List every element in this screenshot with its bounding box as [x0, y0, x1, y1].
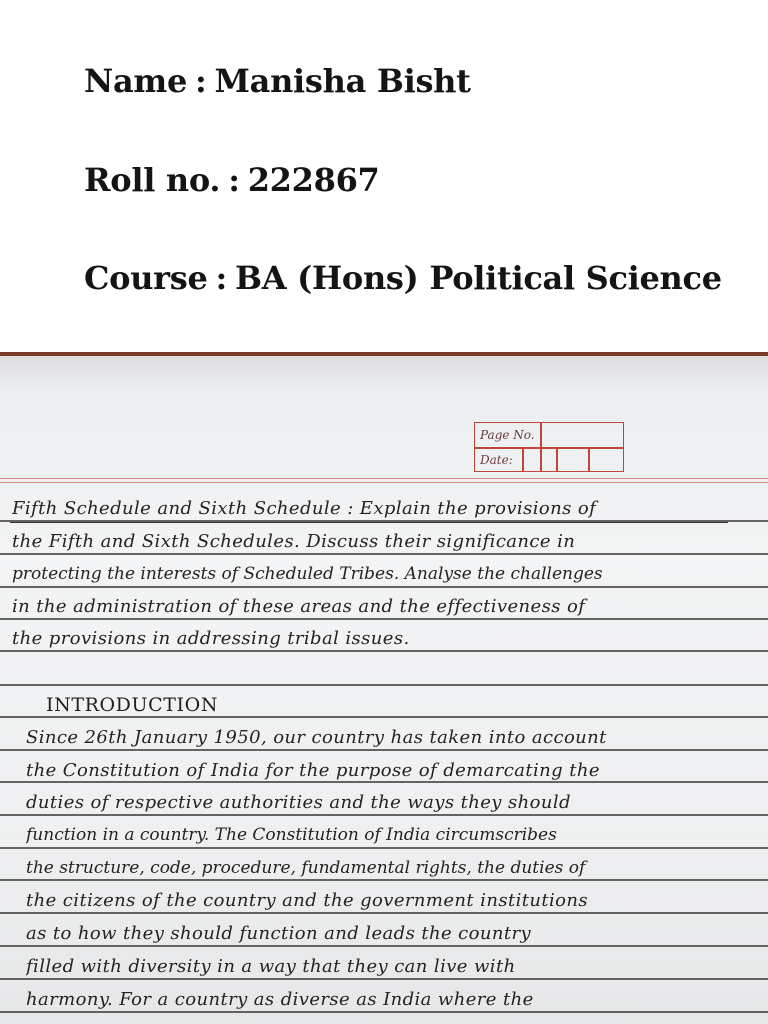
intro-line: duties of respective authorities and the ways they should	[26, 792, 571, 813]
box-divider	[540, 422, 542, 472]
margin-rule	[0, 478, 768, 479]
question-line: protecting the interests of Scheduled Tribes. Analyse the challenges	[12, 564, 603, 584]
notebook-page-photo	[0, 352, 768, 1024]
box-divider	[588, 447, 590, 472]
box-divider	[474, 447, 624, 449]
box-divider	[522, 447, 524, 472]
name-separator: :	[195, 62, 207, 100]
name-line	[84, 62, 471, 100]
roll-separator: :	[228, 161, 240, 199]
ruled-line	[0, 1011, 768, 1013]
intro-heading: INTRODUCTION	[46, 694, 219, 716]
question-line: the Fifth and Sixth Schedules. Discuss their significance in	[12, 531, 576, 552]
ruled-line	[0, 945, 768, 947]
ruled-line	[0, 814, 768, 816]
intro-line: the citizens of the country and the government institutions	[26, 890, 589, 911]
intro-line: filled with diversity in a way that they can live with	[26, 956, 516, 977]
name-value: Manisha Bisht	[214, 62, 471, 100]
ruled-line	[0, 684, 768, 686]
intro-line: function in a country. The Constitution of India circumscribes	[26, 825, 557, 845]
intro-line: the Constitution of India for the purpose of demarcating the	[26, 760, 600, 781]
ruled-line	[0, 879, 768, 881]
ruled-line	[0, 847, 768, 849]
roll-value: 222867	[247, 161, 380, 199]
ruled-line	[0, 716, 768, 718]
course-value: BA (Hons) Political Science	[235, 259, 722, 297]
intro-line: the structure, code, procedure, fundamental rights, the duties of	[26, 858, 586, 878]
ruled-line	[0, 586, 768, 588]
course-separator: :	[215, 259, 228, 297]
course-label: Course	[84, 259, 208, 297]
question-line: the provisions in addressing tribal issues.	[12, 628, 410, 649]
question-line: Fifth Schedule and Sixth Schedule : Explain the provisions of	[12, 498, 597, 519]
name-label: Name	[84, 62, 188, 100]
date-label: Date:	[480, 453, 513, 467]
roll-line	[84, 161, 380, 199]
ruled-line	[0, 553, 768, 555]
page-no-label: Page No.	[480, 428, 535, 442]
intro-line: Since 26th January 1950, our country has taken into account	[26, 727, 607, 748]
ruled-line	[0, 749, 768, 751]
roll-label: Roll no.	[84, 161, 221, 199]
ruled-line	[0, 978, 768, 980]
ruled-line	[0, 912, 768, 914]
ruled-line	[0, 781, 768, 783]
margin-rule	[0, 482, 768, 483]
ruled-line	[0, 650, 768, 652]
question-underline	[10, 522, 728, 523]
page-top-edge	[0, 352, 768, 356]
box-divider	[556, 447, 558, 472]
header-section	[0, 0, 768, 352]
ruled-line	[0, 618, 768, 620]
intro-line: harmony. For a country as diverse as India where the	[26, 989, 534, 1010]
intro-line: as to how they should function and leads the country	[26, 923, 532, 944]
question-line: in the administration of these areas and the effectiveness of	[12, 596, 586, 617]
course-line	[84, 259, 722, 297]
